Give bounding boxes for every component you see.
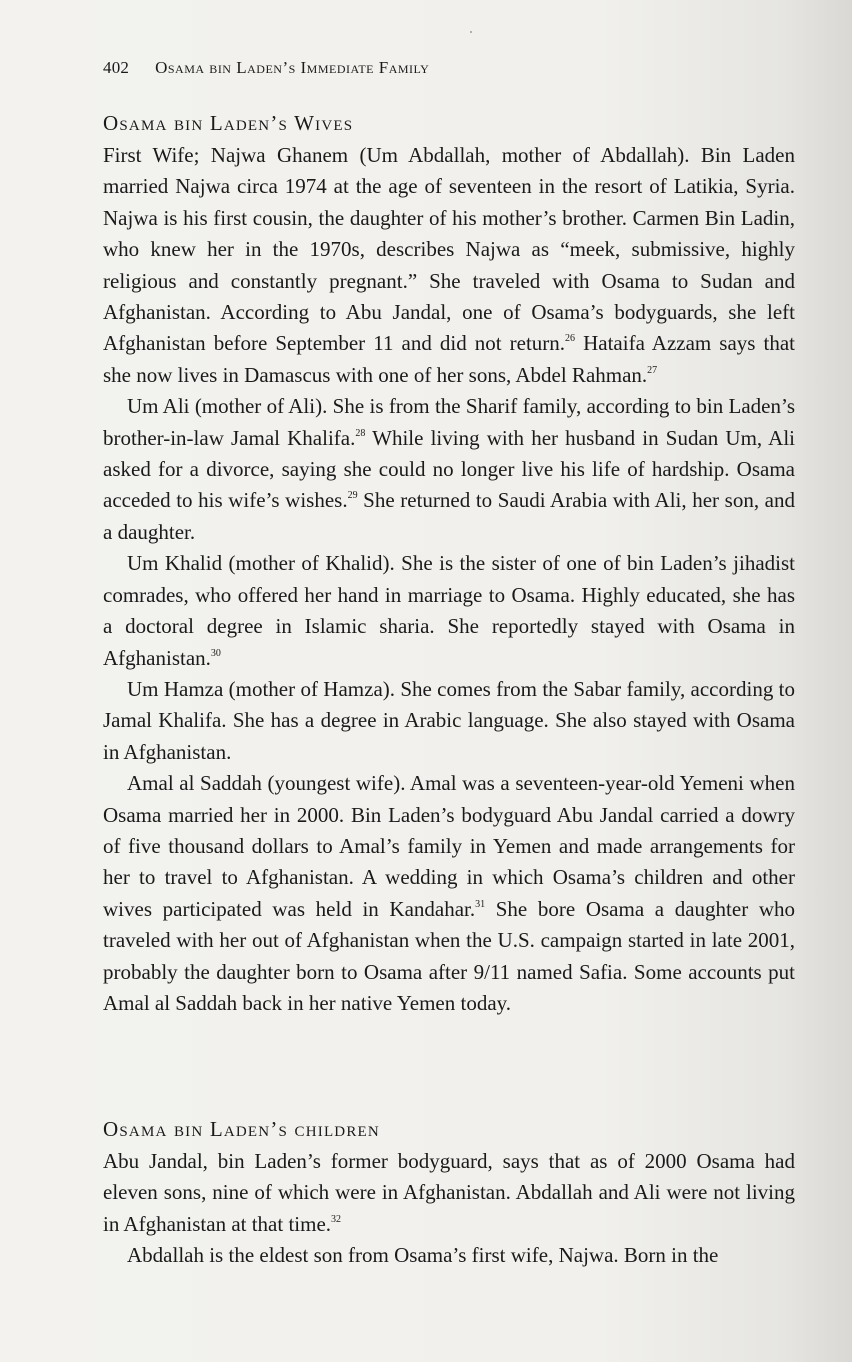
section-heading-wives: Osama bin Laden’s Wives <box>103 111 354 135</box>
running-header <box>103 58 429 78</box>
paragraph-um-ali: Um Ali (mother of Ali). She is from the Sharif family, according to bin Laden’s brother-in-law Jamal Khalifa.$^{28}$ While living with her husband in Sudan Um, Ali asked for a divorce, saying she could no longer live his life of hardship. Osama acceded to his wife’s wishes.$^{29}$ She returned to Saudi Arabia with Ali, her son, and a daughter. <box>103 394 795 544</box>
paper-speck <box>470 31 472 33</box>
footnote-ref-29: 29 <box>347 490 358 502</box>
footnote-ref-28: 28 <box>355 427 366 439</box>
footnote-ref-31: 31 <box>475 898 486 910</box>
section-heading-children: Osama bin Laden’s children <box>103 1117 380 1141</box>
footnote-ref-30: 30 <box>210 647 221 659</box>
paragraph-um-khalid: Um Khalid (mother of Khalid). She is the sister of one of bin Laden’s jihadist comrades, who offered her hand in marriage to Osama. Highly educated, she has a doctoral degree in Islamic sharia. She reportedly stayed with Osama in Afghanistan.$^{30}$ <box>103 551 795 670</box>
footnote-ref-27: 27 <box>647 364 658 376</box>
paragraph-abu-jandal-sons: Abu Jandal, bin Laden’s former bodyguard, says that as of 2000 Osama had eleven sons, nine of which were in Afghanistan. Abdallah and Ali were not living in Afghanistan at that time.$^{32}$ <box>103 1149 795 1236</box>
paragraph-first-wife: First Wife; Najwa Ghanem (Um Abdallah, mother of Abdallah). Bin Laden married Najwa circa 1974 at the age of seventeen in the resort of Latikia, Syria. Najwa is his first cousin, the daughter of his mother’s brother. Carmen Bin Ladin, who knew her in the 1970s, describes Najwa as “meek, submissive, highly religious and constantly pregnant.” She traveled with Osama to Sudan and Afghanistan. According to Abu Jandal, one of Osama’s bodyguards, she left Afghanistan before September 11 and did not return.$^{26}$ Hataifa Azzam says that she now lives in Damascus with one of her sons, Abdel Rahman.$^{27}$ <box>103 143 796 387</box>
section-children <box>103 1114 795 1272</box>
running-title: Osama bin Laden’s Immediate Family <box>155 58 430 77</box>
footnote-ref-26: 26 <box>565 333 576 345</box>
paragraph-um-hamza: Um Hamza (mother of Hamza). She comes from the Sabar family, according to Jamal Khalifa. She has a degree in Arabic language. She also stayed with Osama in Afghanistan. <box>103 676 795 764</box>
paragraph-abdallah: Abdallah is the eldest son from Osama’s first wife, Najwa. Born in the <box>127 1243 719 1268</box>
paragraph-amal-al-saddah: Amal al Saddah (youngest wife). Amal was a seventeen-year-old Yemeni when Osama married her in 2000. Bin Laden’s bodyguard Abu Jandal carried a dowry of five thousand dollars to Amal’s family in Yemen and made arrangements for her to travel to Afghanistan. A wedding in which Osama’s children and other wives participated was held in Kandahar.$^{31}$ She bore Osama a daughter who traveled with her out of Afghanistan when the U.S. campaign started in late 2001, probably the daughter born to Osama after 9/11 named Safia. Some accounts put Amal al Saddah back in her native Yemen today. <box>103 771 795 1015</box>
page-number: 402 <box>103 58 130 77</box>
section-wives <box>103 108 795 1019</box>
footnote-ref-32: 32 <box>331 1213 342 1225</box>
